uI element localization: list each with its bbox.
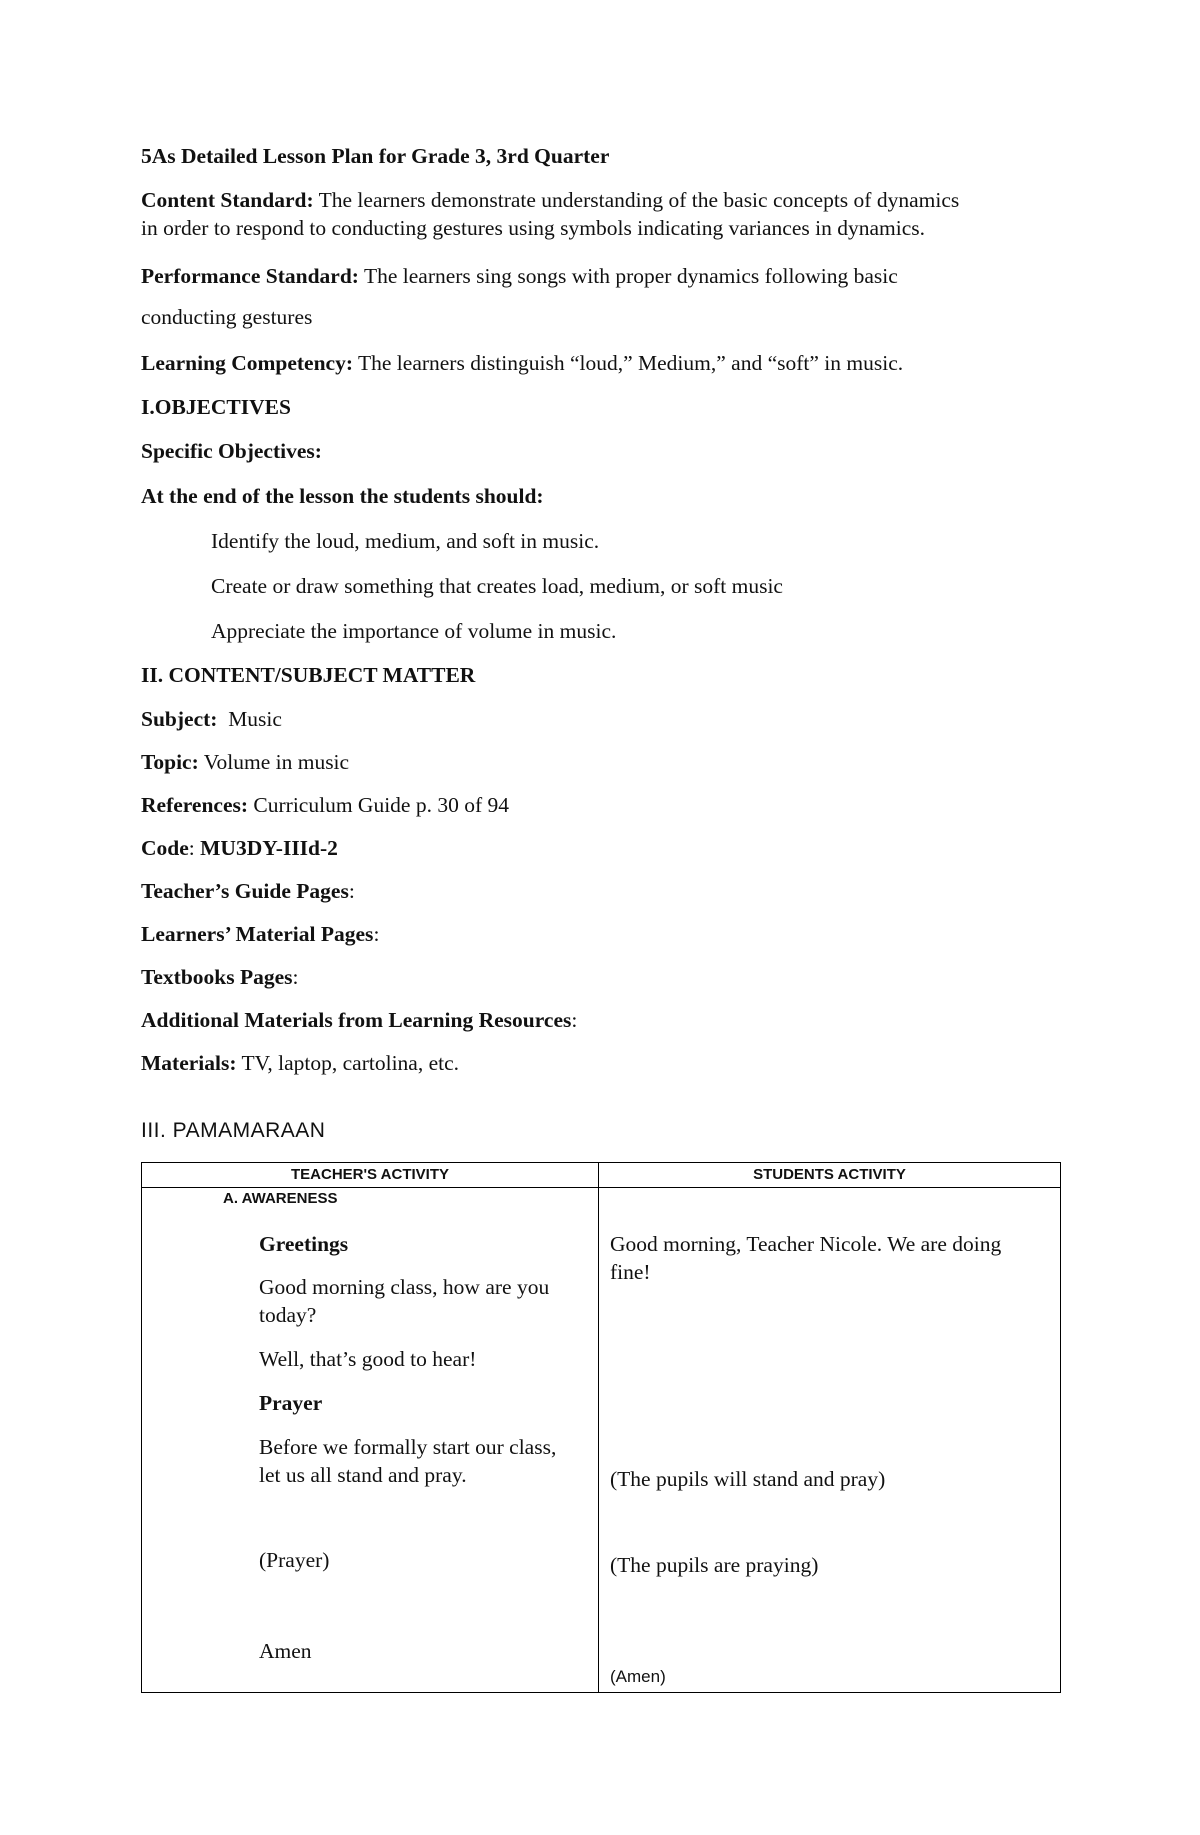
learning-competency-text: The learners distinguish “loud,” Medium,” and “soft” in music. <box>358 351 904 375</box>
greetings-heading: Greetings <box>259 1232 349 1256</box>
student-greeting-2: fine! <box>610 1260 651 1284</box>
specific-objectives-heading: Specific Objectives: <box>141 439 322 463</box>
teachers-guide-line <box>141 877 355 905</box>
additional-materials-colon: : <box>571 1008 578 1032</box>
teachers-guide-label: Teacher’s Guide Pages <box>141 879 349 903</box>
objective-item: Appreciate the importance of volume in music. <box>211 619 617 643</box>
content-standard-text-1: The learners demonstrate understanding of the basic concepts of dynamics <box>318 188 960 212</box>
subject-value: Music <box>228 707 282 731</box>
learners-material-colon: : <box>373 922 380 946</box>
content-standard-text-2: in order to respond to conducting gestures using symbols indicating variances in dynamics. <box>141 216 926 240</box>
references-line <box>141 791 509 819</box>
performance-standard-line-1 <box>141 262 898 290</box>
additional-materials-label: Additional Materials from Learning Resources <box>141 1008 572 1032</box>
teacher-prayer-2: let us all stand and pray. <box>259 1463 467 1487</box>
activity-table <box>141 1162 1061 1693</box>
table-row <box>142 1188 1061 1693</box>
textbooks-label: Textbooks Pages <box>141 965 293 989</box>
objective-item: Create or draw something that creates load, medium, or soft music <box>211 574 783 598</box>
code-value: MU3DY-IIId-2 <box>200 836 338 860</box>
students-activity-cell <box>599 1188 1061 1693</box>
subject-label: Subject: <box>141 707 218 731</box>
students-activity-header: STUDENTS ACTIVITY <box>599 1163 1061 1188</box>
materials-line <box>141 1049 459 1077</box>
references-label: References: <box>141 793 249 817</box>
student-amen: (Amen) <box>610 1667 666 1686</box>
student-stand: (The pupils will stand and pray) <box>610 1467 886 1491</box>
teacher-activity-header: TEACHER'S ACTIVITY <box>142 1163 599 1188</box>
learning-competency-line <box>141 349 903 377</box>
topic-label: Topic: <box>141 750 199 774</box>
teacher-activity-cell <box>142 1188 599 1693</box>
additional-materials-line <box>141 1006 577 1034</box>
end-of-lesson-heading: At the end of the lesson the students should: <box>141 484 544 508</box>
performance-standard-text-1: The learners sing songs with proper dynamics following basic <box>363 264 898 288</box>
code-colon: : <box>188 836 195 860</box>
teachers-guide-colon: : <box>348 879 355 903</box>
materials-value: TV, laptop, cartolina, etc. <box>241 1051 460 1075</box>
student-praying: (The pupils are praying) <box>610 1553 819 1577</box>
references-value: Curriculum Guide p. 30 of 94 <box>253 793 509 817</box>
pamamaraan-heading: III. PAMAMARAAN <box>141 1119 326 1142</box>
teacher-amen: Amen <box>259 1639 312 1663</box>
objective-item: Identify the loud, medium, and soft in music. <box>211 529 600 553</box>
prayer-heading: Prayer <box>259 1391 323 1415</box>
teacher-prayer-1: Before we formally start our class, <box>259 1435 557 1459</box>
content-standard-label: Content Standard: <box>141 188 314 212</box>
table-header-row <box>142 1163 1061 1188</box>
performance-standard-label: Performance Standard: <box>141 264 359 288</box>
teacher-reply: Well, that’s good to hear! <box>259 1347 477 1371</box>
awareness-label: A. AWARENESS <box>223 1190 338 1207</box>
learning-competency-label: Learning Competency: <box>141 351 353 375</box>
teacher-greeting-2: today? <box>259 1303 317 1327</box>
content-standard-line-1 <box>141 186 959 214</box>
lesson-title: 5As Detailed Lesson Plan for Grade 3, 3rd Quarter <box>141 144 610 168</box>
topic-value: Volume in music <box>203 750 350 774</box>
student-greeting-1: Good morning, Teacher Nicole. We are doing <box>610 1232 1002 1256</box>
content-heading: II. CONTENT/SUBJECT MATTER <box>141 663 476 687</box>
materials-label: Materials: <box>141 1051 237 1075</box>
textbooks-colon: : <box>292 965 299 989</box>
code-line <box>141 834 338 862</box>
topic-line <box>141 748 349 776</box>
code-label: Code <box>141 836 189 860</box>
learners-material-label: Learners’ Material Pages <box>141 922 374 946</box>
performance-standard-text-2: conducting gestures <box>141 305 313 329</box>
objectives-heading: I.OBJECTIVES <box>141 395 291 419</box>
subject-line <box>141 705 282 733</box>
textbooks-line <box>141 963 299 991</box>
learners-material-line <box>141 920 379 948</box>
teacher-greeting-1: Good morning class, how are you <box>259 1275 550 1299</box>
teacher-prayer-paren: (Prayer) <box>259 1548 330 1572</box>
